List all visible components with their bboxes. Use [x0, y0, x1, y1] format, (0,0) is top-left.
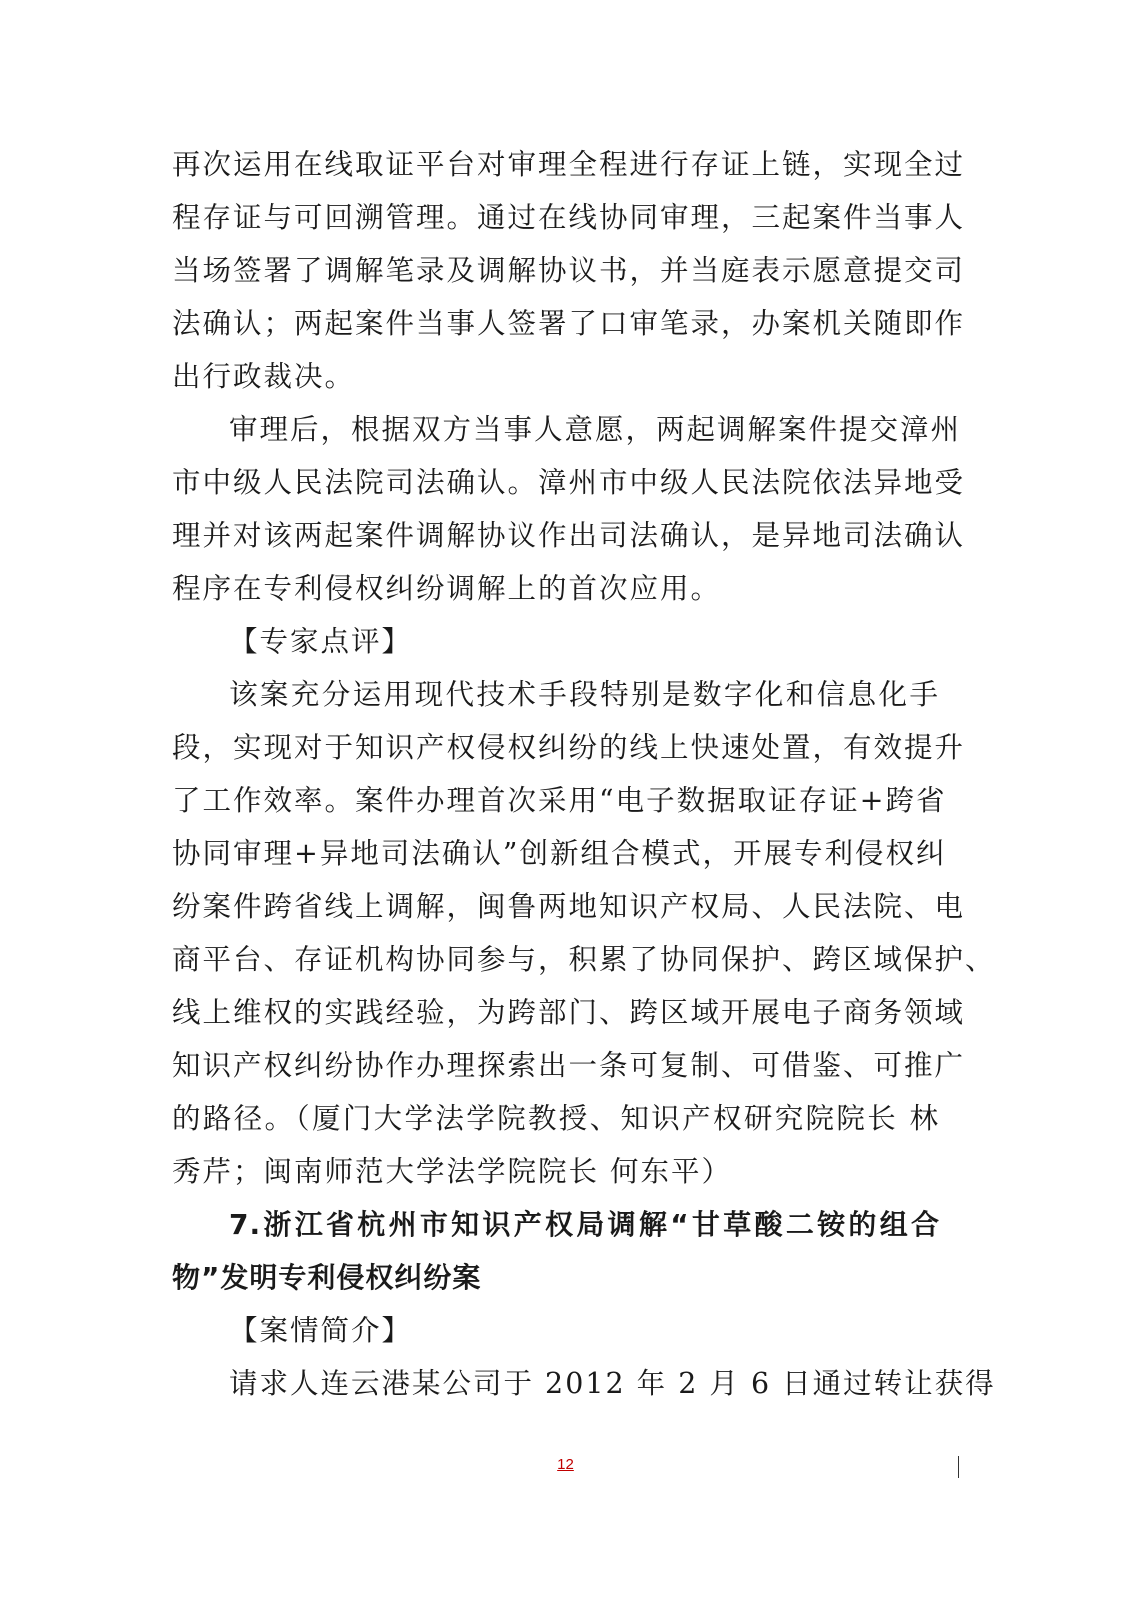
- text-line: 市中级人民法院司法确认。漳州市中级人民法院依法异地受: [172, 466, 966, 499]
- text-line: 知识产权纠纷协作办理探索出一条可复制、可借鉴、可推广: [172, 1049, 966, 1082]
- text-line: 出行政裁决。: [172, 360, 356, 393]
- margin-marker: [958, 1456, 959, 1478]
- case-heading: [172, 1198, 940, 1304]
- paragraph: [172, 668, 996, 1198]
- text-line: 该案充分运用现代技术手段特别是数字化和信息化手: [229, 678, 940, 711]
- text-line: 【专家点评】: [229, 625, 413, 658]
- text-line: 纷案件跨省线上调解，闽鲁两地知识产权局、人民法院、电: [172, 890, 966, 923]
- text-line: 【案情简介】: [229, 1314, 413, 1347]
- text-line: 秀芹；闽南师范大学法学院院长 何东平）: [172, 1155, 733, 1188]
- text-line: 法确认；两起案件当事人签署了口审笔录，办案机关随即作: [172, 307, 966, 340]
- text-line: 段，实现对于知识产权侵权纠纷的线上快速处置，有效提升: [172, 731, 966, 764]
- text-line: 程存证与可回溯管理。通过在线协同审理，三起案件当事人: [172, 201, 966, 234]
- heading-line: 7.浙江省杭州市知识产权局调解“甘草酸二铵的组合: [229, 1208, 940, 1241]
- section-label-case-summary: [172, 1304, 940, 1357]
- document-body: [172, 138, 996, 1410]
- text-line: 的路径。（厦门大学法学院教授、知识产权研究院院长 林: [172, 1102, 940, 1135]
- text-line: 请求人连云港某公司于 2012 年 2 月 6 日通过转让获得: [229, 1367, 996, 1400]
- paragraph: [172, 138, 966, 403]
- text-line: 线上维权的实践经验，为跨部门、跨区域开展电子商务领域: [172, 996, 966, 1029]
- text-line: 商平台、存证机构协同参与，积累了协同保护、跨区域保护、: [172, 943, 996, 976]
- paragraph: [172, 403, 966, 615]
- text-line: 了工作效率。案件办理首次采用“电子数据取证存证+跨省: [172, 784, 947, 817]
- text-line: 理并对该两起案件调解协议作出司法确认，是异地司法确认: [172, 519, 966, 552]
- text-line: 再次运用在线取证平台对审理全程进行存证上链，实现全过: [172, 148, 966, 181]
- heading-line: 物”发明专利侵权纠纷案: [172, 1261, 482, 1294]
- text-line: 程序在专利侵权纠纷调解上的首次应用。: [172, 572, 722, 605]
- paragraph: [172, 1357, 996, 1410]
- section-label-expert-review: [172, 615, 940, 668]
- text-line: 审理后，根据双方当事人意愿，两起调解案件提交漳州: [229, 413, 962, 446]
- text-line: 当场签署了调解笔录及调解协议书，并当庭表示愿意提交司: [172, 254, 966, 287]
- page-number: 12: [557, 1456, 574, 1473]
- text-line: 协同审理+异地司法确认”创新组合模式，开展专利侵权纠: [172, 837, 947, 870]
